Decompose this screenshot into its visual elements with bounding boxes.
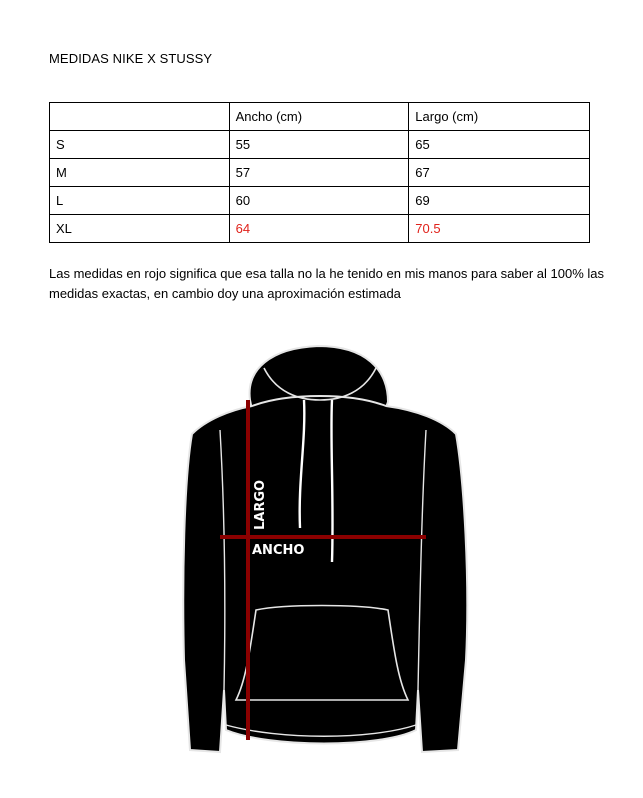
- largo-cell: 65: [409, 131, 590, 159]
- table-header-cell: [50, 103, 230, 131]
- document-title: MEDIDAS NIKE X STUSSY: [49, 51, 213, 66]
- ancho-cell: 55: [229, 131, 409, 159]
- table-row: [50, 131, 590, 159]
- table-header-row: [50, 103, 590, 131]
- ancho-cell: 57: [229, 159, 409, 187]
- table-header-ancho: Ancho (cm): [229, 103, 409, 131]
- largo-cell: 67: [409, 159, 590, 187]
- size-cell: L: [50, 187, 230, 215]
- ancho-cell-estimated: 64: [229, 215, 409, 243]
- size-cell: S: [50, 131, 230, 159]
- hoodie-measurement-figure: [180, 330, 480, 770]
- table-header-largo: Largo (cm): [409, 103, 590, 131]
- table-row: [50, 187, 590, 215]
- ancho-cell: 60: [229, 187, 409, 215]
- estimate-note: Las medidas en rojo significa que esa talla no la he tenido en mis manos para saber al 100% las medidas exactas, en cambio doy una aproximación estimada: [49, 266, 605, 301]
- size-table: [49, 102, 590, 243]
- size-cell: XL: [50, 215, 230, 243]
- largo-cell: 69: [409, 187, 590, 215]
- table-row: [50, 215, 590, 243]
- ancho-label: ANCHO: [252, 543, 305, 558]
- largo-cell-estimated: 70.5: [409, 215, 590, 243]
- table-row: [50, 159, 590, 187]
- size-cell: M: [50, 159, 230, 187]
- largo-label: LARGO: [253, 479, 268, 530]
